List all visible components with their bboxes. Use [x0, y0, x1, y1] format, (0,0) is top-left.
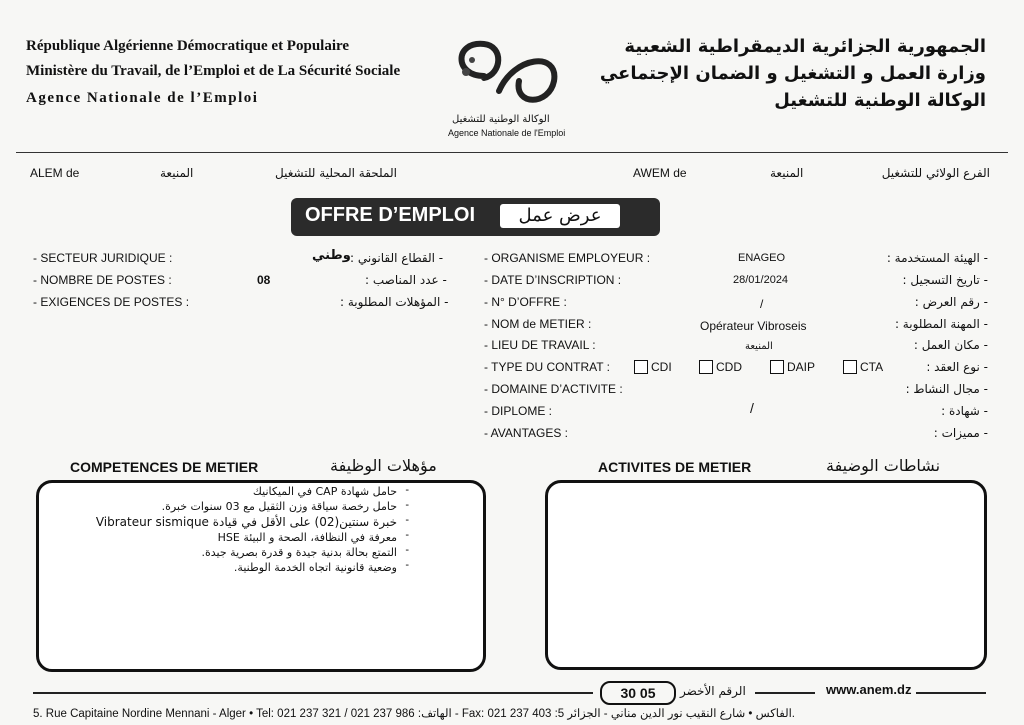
contract-cdd-label: CDD: [716, 360, 742, 374]
field-diplome-value: /: [750, 400, 754, 416]
field-organisme-label: - ORGANISME EMPLOYEUR :: [484, 251, 651, 265]
competence-item: التمتع بحالة بدنية جيدة و قدرة بصرية جيدة.: [201, 546, 397, 559]
field-date-ar: - تاريخ التسجيل :: [902, 273, 988, 287]
field-secteur-value: وطني: [312, 248, 351, 263]
awem-label: AWEM de: [633, 166, 687, 180]
offer-banner: [291, 198, 660, 236]
field-organisme-ar: - الهيئة المستخدمة :: [886, 251, 988, 265]
banner-title-ar: عرض عمل: [500, 204, 620, 228]
competences-box: [36, 480, 486, 672]
activites-title-fr: ACTIVITES DE METIER: [598, 459, 752, 475]
field-metier-label: - NOM de METIER :: [484, 317, 592, 331]
anem-logo-icon: [444, 36, 574, 116]
activites-box: [545, 480, 987, 670]
field-offre-value: /: [760, 297, 764, 311]
field-secteur-label: - SECTEUR JURIDIQUE :: [33, 251, 173, 265]
field-lieu-value: المنيعة: [745, 341, 773, 352]
footer-address: 5. Rue Capitaine Nordine Mennani - Alger • Tel: 021 237 321 / 021 237 986 :الهاتف - Fax: 021 237 403 :الفاكس • شارع النقيب نور الدين مناني - الجزائر 5.: [33, 708, 795, 720]
competence-item: خبرة سنتين(02) على الأقل في قيادة Vibrateur sismique: [95, 515, 397, 529]
field-exigences-label: - EXIGENCES DE POSTES :: [33, 295, 190, 309]
awem-value: المنيعة: [770, 166, 804, 180]
header-fr-line1: République Algérienne Démocratique et Populaire: [26, 38, 350, 54]
field-offre-ar: - رقم العرض :: [914, 295, 988, 309]
logo-fr-text: Agence Nationale de l'Emploi: [448, 128, 566, 138]
contract-cdi-checkbox[interactable]: [634, 360, 648, 374]
field-postes-value: 08: [257, 273, 271, 287]
footer-line-mid: [755, 692, 815, 694]
field-secteur-ar: - القطاع القانوني :: [350, 251, 444, 265]
header-ar-line3: الوكالة الوطنية للتشغيل: [774, 90, 986, 111]
field-domaine-label: - DOMAINE D’ACTIVITE :: [484, 382, 623, 396]
footer-line-left: [33, 692, 593, 694]
contract-cta-checkbox[interactable]: [843, 360, 857, 374]
contract-cdi-label: CDI: [651, 360, 672, 374]
field-postes-ar: - عدد المناصب :: [365, 273, 447, 287]
awem-ar-label: الفرع الولائي للتشغيل: [881, 166, 990, 180]
field-avantages-ar: - مميزات :: [933, 426, 988, 440]
field-date-label: - DATE D’INSCRIPTION :: [484, 273, 622, 287]
alem-label: ALEM de: [30, 166, 80, 180]
green-number-badge: 30 05: [600, 681, 676, 705]
field-avantages-label: - AVANTAGES :: [484, 426, 569, 440]
header-fr-line2: Ministère du Travail, de l’Emploi et de La Sécurité Sociale: [26, 63, 401, 79]
field-lieu-label: - LIEU DE TRAVAIL :: [484, 338, 596, 352]
contract-cta-label: CTA: [860, 360, 884, 374]
competence-item: معرفة في النظافة، الصحة و البيئة HSE: [217, 531, 397, 544]
anem-logo: [444, 36, 574, 116]
green-number-label: الرقم الأخضر: [680, 684, 746, 698]
competence-item: وضعية قانونية اتجاه الخدمة الوطنية.: [233, 561, 397, 574]
header-divider: [16, 152, 1008, 153]
contract-daip-label: DAIP: [787, 360, 816, 374]
field-domaine-ar: - مجال النشاط :: [905, 382, 988, 396]
header-ar-line1: الجمهورية الجزائرية الديمقراطية الشعبية: [624, 36, 986, 57]
competence-item: حامل شهادة CAP في الميكانيك: [252, 485, 397, 498]
alem-value: المنيعة: [160, 166, 194, 180]
field-diplome-ar: - شهادة :: [941, 404, 988, 418]
field-metier-value: Opérateur Vibroseis: [700, 319, 807, 333]
logo-ar-text: الوكالة الوطنية للتشغيل: [452, 114, 550, 125]
field-contrat-ar: - نوع العقد :: [926, 360, 988, 374]
field-contrat-label: - TYPE DU CONTRAT :: [484, 360, 611, 374]
header-fr-line3: Agence Nationale de l’Emploi: [26, 90, 259, 106]
field-postes-label: - NOMBRE DE POSTES :: [33, 273, 172, 287]
competence-bullets: - - - - - -: [405, 484, 409, 571]
field-offre-label: - N° D’OFFRE :: [484, 295, 567, 309]
contract-daip-checkbox[interactable]: [770, 360, 784, 374]
field-lieu-ar: - مكان العمل :: [913, 338, 988, 352]
website-link[interactable]: www.anem.dz: [826, 682, 912, 697]
header-ar-line2: وزارة العمل و التشغيل و الضمان الإجتماعي: [599, 63, 986, 84]
footer-line-right: [916, 692, 986, 694]
activites-title-ar: نشاطات الوضيفة: [826, 456, 941, 475]
banner-title-fr: OFFRE D’EMPLOI: [305, 204, 475, 226]
competences-title-ar: مؤهلات الوظيفة: [330, 456, 437, 475]
contract-cdd-checkbox[interactable]: [699, 360, 713, 374]
competence-item: حامل رخصة سياقة وزن الثقيل مع 03 سنوات خبرة.: [161, 500, 397, 513]
field-diplome-label: - DIPLOME :: [484, 404, 553, 418]
alem-ar-label: الملحقة المحلية للتشغيل: [275, 166, 397, 180]
field-metier-ar: - المهنة المطلوبة :: [894, 317, 988, 331]
competences-title-fr: COMPETENCES DE METIER: [70, 459, 259, 475]
field-organisme-value: ENAGEO: [738, 252, 786, 264]
field-date-value: 28/01/2024: [733, 274, 789, 286]
field-exigences-ar: - المؤهلات المطلوبة :: [340, 295, 449, 309]
